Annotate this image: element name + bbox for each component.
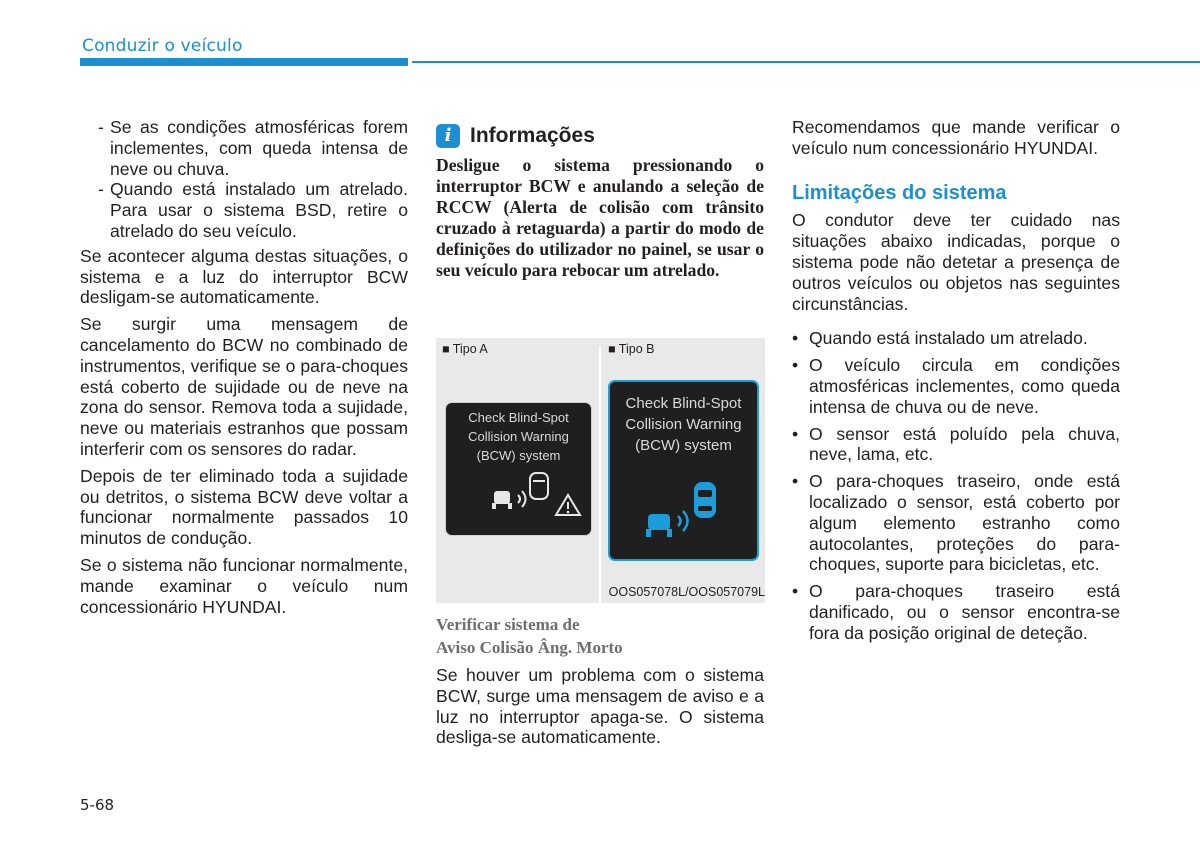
list-item: - Quando está instalado um atrelado. Para usar o sistema BSD, retire o atrelado do seu veículo. — [98, 179, 408, 241]
section-title: Limitações do sistema — [792, 181, 1007, 204]
cluster-screen-type-a — [445, 402, 592, 536]
paragraph: O condutor deve ter cuidado nas situações abaixo indicadas, porque o sistema pode não detetar a presença de outros veículos ou objetos nas seguintes circunstâncias. — [792, 210, 1120, 314]
dash-list — [80, 117, 408, 242]
info-body: Desligue o sistema pressionando o interruptor BCW e anulando a seleção de RCCW (Alerta de colisão com trânsito cruzado à retaguarda) a partir do modo de definições do utilizador no painel, se usar o seu veículo para rebocar um atrelado. — [436, 155, 764, 280]
list-item: • O veículo circula em condições atmosféricas inclementes, como queda intensa de chuva ou de neve. — [792, 355, 1120, 417]
info-box — [436, 121, 764, 281]
subheading: Verificar sistema de Aviso Colisão Âng. Morto — [436, 615, 623, 657]
column-middle-body — [436, 665, 764, 748]
car-rear-icon — [530, 473, 548, 499]
page-number: 5-68 — [80, 796, 115, 814]
radar-wave-icon — [678, 511, 688, 531]
cluster-screen-type-b — [608, 380, 759, 561]
screen-message: Check Blind-Spot Collision Warning (BCW) system — [625, 395, 742, 454]
paragraph: Se surgir uma mensagem de cancelamento do BCW no combinado de instrumentos, verifique se o para-choques está coberto de sujidade ou de neve na zona do sensor. Remova toda a sujidade, neve ou materiais estranhos que possam interferir com os sensores do radar. — [80, 314, 408, 459]
screen-message: Check Blind-Spot Collision Warning (BCW) system — [468, 410, 569, 463]
figure-label-type-b: ■ Tipo B — [608, 342, 655, 356]
figure-divider — [599, 346, 601, 603]
list-item: • Quando está instalado um atrelado. — [792, 328, 1088, 349]
car-side-icon — [492, 491, 512, 509]
paragraph: Depois de ter eliminado toda a sujidade ou detritos, o sistema BCW deve voltar a funcionar normalmente passados 10 minutos de condução. — [80, 465, 408, 549]
section-header-title: Conduzir o veículo — [82, 36, 243, 56]
paragraph: Recomendamos que mande verificar o veículo num concessionário HYUNDAI. — [792, 117, 1120, 158]
radar-wave-icon — [518, 491, 526, 507]
blind-spot-scene-icon — [446, 403, 591, 535]
column-left — [80, 117, 408, 623]
car-side-icon — [646, 514, 672, 537]
paragraph: Se o sistema não funcionar normalmente, mande examinar o veículo num concessionário HYUNDAI. — [80, 554, 408, 617]
paragraph: Se acontecer alguma destas situações, o sistema e a luz do interruptor BCW desligam-se automaticamente. — [80, 245, 408, 308]
list-item: • O sensor está poluído pela chuva, neve, lama, etc. — [792, 423, 1120, 465]
header-rule-thin — [412, 61, 1200, 63]
header-rule-thick — [80, 58, 408, 66]
warning-figure — [436, 338, 765, 603]
info-title: Informações — [470, 123, 595, 147]
list-item: - Se as condições atmosféricas forem inclementes, com queda intensa de neve ou chuva. — [98, 117, 408, 179]
car-rear-icon — [694, 482, 716, 518]
list-item: • O para-choques traseiro, onde está localizado o sensor, está coberto por algum elemento estranho como autocolantes, proteções do para-choques, suporte para bicicletas, etc. — [792, 471, 1120, 575]
info-heading — [436, 121, 764, 151]
info-icon: i — [436, 124, 460, 148]
bullet-list — [792, 328, 1120, 643]
figure-code: OOS057078L/OOS057079L — [608, 585, 765, 599]
list-item: • O para-choques traseiro está danificado, ou o sensor encontra-se fora da posição original de deteção. — [792, 581, 1120, 643]
column-right — [792, 117, 1120, 650]
warning-triangle-icon — [556, 495, 580, 515]
figure-label-type-a: ■ Tipo A — [442, 342, 488, 356]
paragraph: Se houver um problema com o sistema BCW, surge uma mensagem de aviso e a luz no interruptor apaga-se. O sistema desliga-se automaticamente. — [436, 665, 764, 748]
blind-spot-scene-icon — [610, 382, 757, 559]
